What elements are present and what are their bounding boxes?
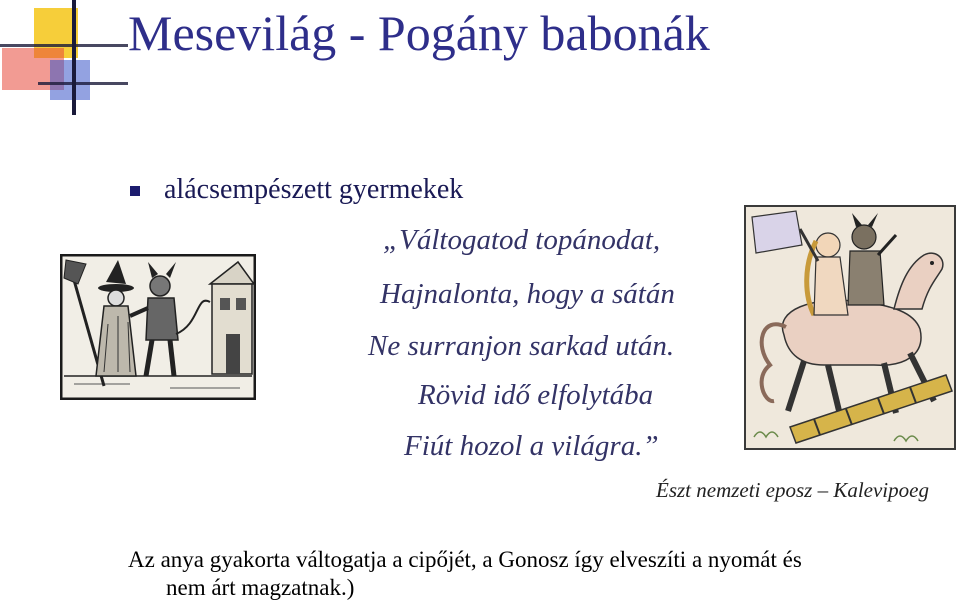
footnote-text: [128, 546, 928, 602]
poem-line-4: Rövid idő elfolytába: [418, 379, 654, 411]
bullet-text: alácsempészett gyermekek: [164, 174, 464, 205]
poem-line-2: Hajnalonta, hogy a sátán: [380, 278, 675, 310]
poem-credit: Észt nemzeti eposz – Kalevipoeg: [656, 478, 929, 502]
bullet-item: [130, 174, 463, 206]
slide-title: Mesevilág - Pogány babonák: [128, 5, 710, 61]
witch-riding-devil-woodcut-image: [744, 205, 956, 450]
footnote-line-2: nem árt magzatnak.): [166, 575, 355, 600]
witch-devil-woodcut-image: [60, 254, 256, 400]
footnote-line-1: Az anya gyakorta váltogatja a cipőjét, a Gonosz így elveszíti a nyomát és: [128, 547, 802, 572]
bullet-square-icon: [130, 186, 140, 196]
poem-line-5: Fiút hozol a világra.”: [404, 430, 659, 462]
decorative-corner-graphic: [0, 0, 130, 120]
poem-line-3: Ne surranjon sarkad után.: [368, 330, 675, 362]
poem-line-1: „Váltogatod topánodat,: [383, 224, 661, 256]
